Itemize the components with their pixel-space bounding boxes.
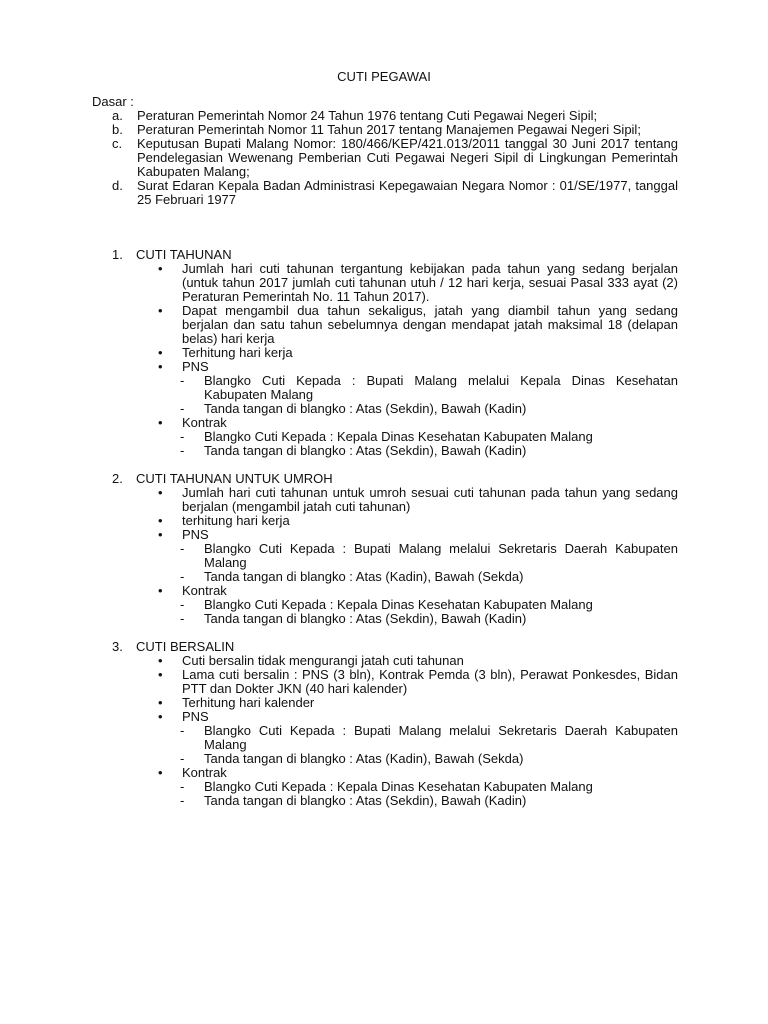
bullet-text: Jumlah hari cuti tahunan tergantung kebijakan pada tahun yang sedang berjalan (untuk tahun 2017 jumlah cuti tahunan utuh / 12 hari kerja, sesuai Pasal 333 ayat (2) Peraturan Pemerintah No. 11 Tahun 2017).: [182, 261, 678, 304]
dasar-marker: c.: [112, 136, 123, 151]
dash-text: Blangko Cuti Kepada : Bupati Malang melalui Sekretaris Daerah Kabupaten Malang: [204, 541, 678, 570]
bullet-text: Kontrak: [182, 415, 227, 430]
bullet-item: [158, 360, 678, 416]
bullet-item: [158, 710, 678, 766]
bullet-text: PNS: [182, 359, 209, 374]
bullet-list: [158, 654, 678, 808]
dasar-text: Keputusan Bupati Malang Nomor: 180/466/KEP/421.013/2011 tanggal 30 Juni 2017 tentang Pendelegasian Wewenang Pemberian Cuti Pegawai Negeri Sipil di Lingkungan Pemerintah Kabupaten Malang;: [137, 136, 678, 179]
dasar-text: Peraturan Pemerintah Nomor 11 Tahun 2017 tentang Manajemen Pegawai Negeri Sipil;: [137, 122, 641, 137]
dasar-item: [112, 123, 678, 137]
bullet-icon: •: [158, 303, 163, 318]
bullet-item: [158, 262, 678, 304]
dash-text: Tanda tangan di blangko : Atas (Sekdin), Bawah (Kadin): [204, 443, 527, 458]
bullet-text: PNS: [182, 527, 209, 542]
dash-item: [180, 780, 678, 794]
bullet-list: [158, 486, 678, 626]
dash-text: Blangko Cuti Kepada : Bupati Malang melalui Sekretaris Daerah Kabupaten Malang: [204, 723, 678, 752]
bullet-item: [158, 696, 678, 710]
bullet-icon: •: [158, 513, 163, 528]
dasar-item: [112, 109, 678, 123]
bullet-icon: •: [158, 709, 163, 724]
dasar-list: [112, 109, 678, 207]
section-heading: [112, 472, 678, 486]
dash-item: [180, 598, 678, 612]
bullet-icon: •: [158, 583, 163, 598]
dasar-item: [112, 137, 678, 179]
dash-text: Tanda tangan di blangko : Atas (Kadin), Bawah (Sekda): [204, 569, 524, 584]
bullet-item: [158, 654, 678, 668]
section-number: 2.: [112, 471, 123, 486]
section-cuti-bersalin: [112, 640, 678, 808]
dasar-marker: d.: [112, 178, 123, 193]
dash-item: [180, 430, 678, 444]
dash-icon: -: [180, 569, 185, 584]
section-title: CUTI TAHUNAN UNTUK UMROH: [136, 471, 333, 486]
bullet-icon: •: [158, 485, 163, 500]
dash-text: Tanda tangan di blangko : Atas (Sekdin), Bawah (Kadin): [204, 401, 527, 416]
bullet-icon: •: [158, 345, 163, 360]
dash-icon: -: [180, 751, 185, 766]
dash-icon: -: [180, 611, 185, 626]
dash-icon: -: [180, 373, 185, 388]
dasar-marker: b.: [112, 122, 123, 137]
dash-item: [180, 570, 678, 584]
section-cuti-tahunan-umroh: [112, 472, 678, 626]
section-heading: [112, 248, 678, 262]
dash-icon: -: [180, 401, 185, 416]
bullet-text: Cuti bersalin tidak mengurangi jatah cuti tahunan: [182, 653, 464, 668]
bullet-item: [158, 584, 678, 626]
dash-icon: -: [180, 723, 185, 738]
dash-item: [180, 444, 678, 458]
dash-text: Tanda tangan di blangko : Atas (Sekdin), Bawah (Kadin): [204, 793, 527, 808]
section-number: 3.: [112, 639, 123, 654]
bullet-item: [158, 346, 678, 360]
bullet-icon: •: [158, 765, 163, 780]
bullet-icon: •: [158, 653, 163, 668]
dasar-text: Surat Edaran Kepala Badan Administrasi Kepegawaian Negara Nomor : 01/SE/1977, tanggal 25 Februari 1977: [137, 178, 678, 207]
dash-icon: -: [180, 779, 185, 794]
dash-icon: -: [180, 541, 185, 556]
dash-item: [180, 794, 678, 808]
bullet-text: Lama cuti bersalin : PNS (3 bln), Kontrak Pemda (3 bln), Perawat Ponkesdes, Bidan PTT dan Dokter JKN (40 hari kalender): [182, 667, 678, 696]
dash-text: Tanda tangan di blangko : Atas (Kadin), Bawah (Sekda): [204, 751, 524, 766]
bullet-icon: •: [158, 667, 163, 682]
dash-text: Blangko Cuti Kepada : Kepala Dinas Kesehatan Kabupaten Malang: [204, 429, 593, 444]
dash-item: [180, 724, 678, 752]
dash-icon: -: [180, 793, 185, 808]
section-heading: [112, 640, 678, 654]
dash-icon: -: [180, 443, 185, 458]
bullet-text: Kontrak: [182, 765, 227, 780]
bullet-item: [158, 528, 678, 584]
section-number: 1.: [112, 247, 123, 262]
bullet-icon: •: [158, 695, 163, 710]
dash-list: [180, 430, 678, 458]
dasar-text: Peraturan Pemerintah Nomor 24 Tahun 1976 tentang Cuti Pegawai Negeri Sipil;: [137, 108, 598, 123]
dash-list: [180, 724, 678, 766]
dash-list: [180, 598, 678, 626]
dash-item: [180, 542, 678, 570]
dash-text: Tanda tangan di blangko : Atas (Sekdin), Bawah (Kadin): [204, 611, 527, 626]
bullet-text: terhitung hari kerja: [182, 513, 290, 528]
dash-item: [180, 374, 678, 402]
bullet-item: [158, 766, 678, 808]
bullet-list: [158, 262, 678, 458]
dash-item: [180, 612, 678, 626]
dash-text: Blangko Cuti Kepada : Kepala Dinas Kesehatan Kabupaten Malang: [204, 597, 593, 612]
bullet-text: Jumlah hari cuti tahunan untuk umroh sesuai cuti tahunan pada tahun yang sedang berjalan (mengambil jatah cuti tahunan): [182, 485, 678, 514]
bullet-icon: •: [158, 415, 163, 430]
dash-icon: -: [180, 429, 185, 444]
section-title: CUTI BERSALIN: [136, 639, 235, 654]
document-title: CUTI PEGAWAI: [337, 69, 431, 84]
dash-icon: -: [180, 597, 185, 612]
bullet-text: PNS: [182, 709, 209, 724]
section-title: CUTI TAHUNAN: [136, 247, 232, 262]
dash-list: [180, 374, 678, 416]
dash-item: [180, 402, 678, 416]
bullet-icon: •: [158, 261, 163, 276]
section-cuti-tahunan: [112, 248, 678, 458]
bullet-item: [158, 514, 678, 528]
bullet-text: Kontrak: [182, 583, 227, 598]
bullet-item: [158, 304, 678, 346]
dasar-marker: a.: [112, 108, 123, 123]
dasar-label: Dasar :: [92, 94, 134, 109]
dash-list: [180, 780, 678, 808]
dash-list: [180, 542, 678, 584]
bullet-icon: •: [158, 527, 163, 542]
bullet-item: [158, 486, 678, 514]
bullet-text: Terhitung hari kerja: [182, 345, 293, 360]
bullet-text: Dapat mengambil dua tahun sekaligus, jatah yang diambil tahun yang sedang berjalan dan satu tahun sebelumnya dengan mendapat jatah maksimal 18 (delapan belas) hari kerja: [182, 303, 678, 346]
bullet-text: Terhitung hari kalender: [182, 695, 315, 710]
bullet-icon: •: [158, 359, 163, 374]
sections: [112, 248, 678, 822]
dash-item: [180, 752, 678, 766]
dash-text: Blangko Cuti Kepada : Bupati Malang melalui Kepala Dinas Kesehatan Kabupaten Malang: [204, 373, 678, 402]
dash-text: Blangko Cuti Kepada : Kepala Dinas Kesehatan Kabupaten Malang: [204, 779, 593, 794]
dasar-item: [112, 179, 678, 207]
bullet-item: [158, 416, 678, 458]
bullet-item: [158, 668, 678, 696]
